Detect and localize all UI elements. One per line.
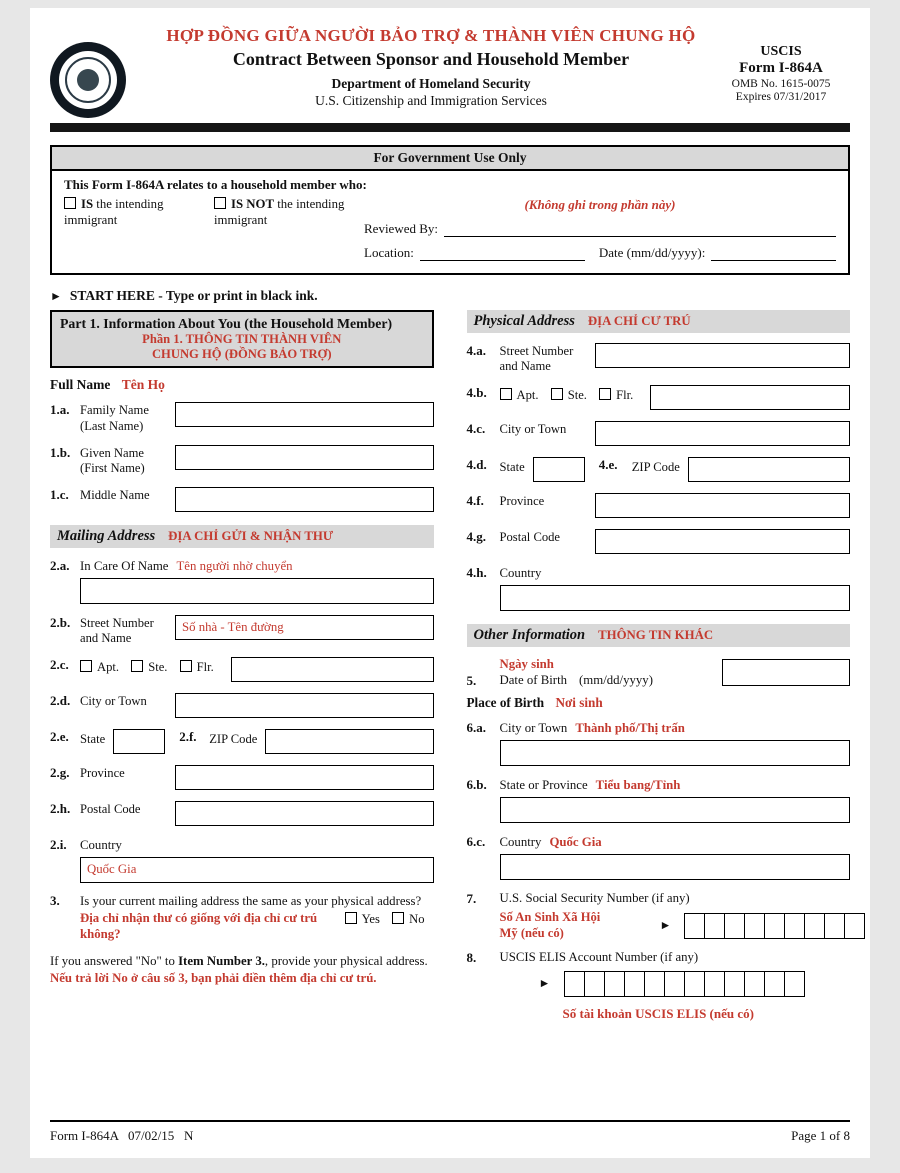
field-2b-label-line2: and Name [80,631,132,645]
field-8-number: 8. [466,949,477,965]
physical-province-input[interactable] [595,493,851,518]
given-name-input[interactable] [175,445,434,470]
field-2d-number: 2.d. [50,693,71,709]
field-8-label-vi: Số tài khoản USCIS ELIS (nếu có) [562,1005,754,1021]
field-7-label: U.S. Social Security Number (if any) [499,891,690,906]
field-6c-label: Country [499,835,542,850]
field-1b-given-name [50,445,434,476]
field-7-vi-line2: Mỹ (nếu có) [499,925,564,940]
elis-box-cell [565,971,585,997]
place-of-birth-label-vi: Nơi sinh [555,695,603,711]
field-4f-number: 4.f. [466,493,484,509]
ssn-box-cell [745,913,765,939]
note-post: , provide your physical address. [264,953,428,968]
field-6c-number: 6.c. [466,834,486,850]
question-3-answer-row [80,910,434,943]
field-4c-label: City or Town [499,422,567,437]
full-name-label-vi: Tên Họ [121,377,165,393]
field-7-input-row [467,910,851,941]
field-6b-birth-state [467,777,851,823]
field-7-ssn [467,891,851,941]
field-4h-label-row [467,565,851,581]
field-1a-label-line1: Family Name [80,403,149,418]
other-information-title-vi: THÔNG TIN KHÁC [598,628,714,643]
ssn-box-cell [685,913,705,939]
is-immigrant-checkbox[interactable] [64,197,76,209]
field-4h-number: 4.h. [466,565,487,581]
elis-box-cell [685,971,705,997]
field-5-label-row [467,673,723,689]
ssn-box-cell [845,913,865,939]
field-5-format: (mm/dd/yyyy) [579,673,653,688]
footer-form-edition: Form I-864A 07/02/15 N [50,1128,194,1143]
location-date-row [364,245,836,261]
physical-unit-number-input[interactable] [650,385,850,410]
start-here-arrow-icon: ► [50,289,62,303]
in-care-of-name-input[interactable] [80,578,434,604]
field-2i-label: Country [80,838,122,853]
field-6a-label: City or Town [499,721,568,736]
physical-apt-checkbox[interactable] [500,388,512,400]
date-label: Date (mm/dd/yyyy): [598,245,706,260]
birth-country-input[interactable] [500,854,851,880]
physical-city-input[interactable] [595,421,851,446]
field-6a-label-row [467,720,851,736]
ssn-box-cell [765,913,785,939]
uscis-label: USCIS [760,44,802,59]
field-7-label-vi [500,910,660,941]
field-4e-label: ZIP Code [631,460,680,475]
ssn-box-cell [825,913,845,939]
family-name-input[interactable] [175,402,434,427]
government-use-box [50,145,850,275]
part1-header [50,310,434,368]
elis-box-cell [605,971,625,997]
field-1c-number: 1.c. [50,486,69,502]
physical-address-title-vi: ĐỊA CHỈ CƯ TRÚ [587,314,691,328]
full-name-label: Full Name [50,377,111,393]
field-2b-label-line1: Street Number [80,615,154,630]
field-4c-number: 4.c. [466,421,486,437]
field-5-labels [467,657,723,689]
date-of-birth-input[interactable] [722,659,850,686]
seal-eagle-emblem [77,69,99,91]
elis-box-cell [665,971,685,997]
ssn-box-cell [725,913,745,939]
place-of-birth-label: Place of Birth [466,695,545,711]
reviewed-by-line[interactable] [444,223,836,237]
field-2b-label [80,615,175,646]
yes-label: Yes [361,911,380,926]
field-6b-label-vi: Tiểu bang/Tỉnh [595,778,681,793]
physical-flr-label: Flr. [616,388,634,403]
place-of-birth-heading [467,695,851,711]
mailing-country-input[interactable]: Quốc Gia [80,857,434,883]
note-bold: Item Number 3. [178,953,265,968]
field-4d-label: State [499,460,525,475]
department-name: Department of Homeland Security [331,76,531,91]
gov-grid [64,197,836,261]
field-4f-label: Province [499,494,545,509]
field-2h-label: Postal Code [80,802,141,817]
header-seal-area [50,18,150,118]
field-4b-number: 4.b. [466,385,487,401]
field-6b-label: State or Province [499,778,588,793]
apt-checkbox[interactable] [80,660,92,672]
mailing-address-title: Mailing Address [57,527,156,544]
field-1b-number: 1.b. [50,444,71,460]
start-here-line [50,288,850,304]
field-2e-2f-state-zip [50,729,434,754]
field-4d-4e-state-zip [467,457,851,482]
question-3-note [50,953,434,986]
option-is-rest: the intending immigrant [64,197,164,227]
field-8-input-row [467,971,851,997]
reviewed-by-label: Reviewed By: [364,221,439,236]
field-5-date-of-birth [467,657,851,689]
header-divider-bar [50,123,850,132]
field-6a-label-vi: Thành phố/Thị trấn [575,721,685,736]
field-1b-label-line2: (First Name) [80,460,145,475]
form-page [30,8,870,1158]
mailing-street-input[interactable]: Số nhà - Tên đường [175,615,434,640]
yes-checkbox[interactable] [345,912,357,924]
field-4a-label-line1: Street Number [499,344,574,358]
field-8-label-row [467,950,851,966]
question-3-text: Is your current mailing address the same as your physical address? [80,894,422,909]
field-2d-label: City or Town [80,694,147,709]
physical-address-title: Physical Address [473,313,575,329]
field-4h-country [467,565,851,611]
option-is-not-intending-immigrant [214,197,364,261]
field-7-number: 7. [466,891,477,907]
field-2h-number: 2.h. [50,801,71,817]
field-2f-label: ZIP Code [209,732,258,747]
elis-box-cell [725,971,745,997]
field-6c-label-row [467,834,851,850]
ste-label: Ste. [148,660,168,675]
ssn-box-cell [785,913,805,939]
physical-zip-input[interactable] [688,457,850,482]
field-2a-label-vi: Tên người nhờ chuyển [176,558,293,573]
field-6b-label-row [467,777,851,793]
birth-city-input[interactable] [500,740,851,766]
gov-checkbox-options [64,197,364,261]
field-4a-number: 4.a. [466,343,486,358]
form-columns [50,310,850,1022]
field-4e-number: 4.e. [598,457,618,473]
field-6c-birth-country [467,834,851,880]
government-use-body [52,171,848,273]
field-6a-birth-city [467,720,851,766]
field-5-label: Date of Birth [499,673,568,688]
elis-box-cell [745,971,765,997]
field-4b-checkboxes [500,385,651,403]
form-title-vietnamese: HỢP ĐỒNG GIỮA NGƯỜI BẢO TRỢ & THÀNH VIÊN CHUNG HỘ [166,26,696,45]
field-1b-label [80,445,175,476]
elis-box-cell [785,971,805,997]
field-5-label-vi: Ngày sinh [499,657,554,672]
header-form-info [712,18,850,103]
ste-checkbox[interactable] [131,660,143,672]
ssn-arrow-icon: ► [659,918,672,933]
footer-page-number: Page 1 of 8 [791,1128,850,1143]
field-4h-label: Country [499,566,542,581]
field-4a-label [500,343,595,374]
note-pre: If you answered "No" to [50,953,179,968]
question-3-text-vi: Địa chỉ nhận thư có giống với địa chỉ cư trú không? [80,910,318,942]
field-4a-street [467,343,851,374]
question-3-number: 3. [50,893,60,909]
agency-name: U.S. Citizenship and Immigration Services [315,93,547,108]
form-title-english: Contract Between Sponsor and Household Member [232,49,630,69]
field-4g-number: 4.g. [466,529,486,545]
gov-review-fields [364,197,836,261]
location-line[interactable] [420,247,585,261]
ssn-box-cell [705,913,725,939]
field-1b-label-line1: Given Name [80,445,144,460]
gov-note-vietnamese: (Không ghi trong phần này) [524,197,676,212]
field-5-number: 5. [466,673,477,689]
ssn-box-cell [805,913,825,939]
option-is-bold: IS [81,197,94,211]
elis-input-boxes[interactable] [564,971,805,997]
field-6c-label-vi: Quốc Gia [549,835,602,850]
mailing-postal-code-input[interactable] [175,801,434,826]
elis-arrow-icon: ► [538,976,551,991]
option-is-intending-immigrant [64,197,214,261]
no-label: No [409,911,425,926]
physical-postal-code-input[interactable] [595,529,851,554]
field-7-vi-line1: Số An Sinh Xã Hội [499,910,601,925]
field-4f-province [467,493,851,518]
header-titles [150,18,712,109]
mailing-address-section-bar [50,525,434,548]
field-2e-number: 2.e. [50,729,69,745]
physical-ste-label: Ste. [567,388,587,403]
flr-checkbox[interactable] [180,660,192,672]
field-4g-postal-code [467,529,851,554]
elis-box-cell [585,971,605,997]
form-number: Form I-864A [739,60,823,76]
elis-box-cell [625,971,645,997]
field-2g-province [50,765,434,790]
field-2e-label: State [80,732,106,747]
part1-title-vi-line1: Phần 1. THÔNG TIN THÀNH VIÊN [142,332,342,347]
right-column [467,310,851,1022]
field-1a-label-line2: (Last Name) [80,418,144,433]
field-2c-number: 2.c. [50,657,69,673]
mailing-zip-input[interactable] [265,729,433,754]
field-2i-country [50,837,434,883]
part1-title-vi-line2: CHUNG HỘ (ĐỒNG BẢO TRỢ) [151,347,332,362]
field-2g-number: 2.g. [50,765,70,781]
physical-street-input[interactable] [595,343,851,368]
option-isnot-rest: the intending immigrant [214,197,345,227]
field-2i-label-row [50,837,434,853]
physical-state-input[interactable] [533,457,585,482]
field-4d-number: 4.d. [466,457,487,473]
question-3-same-address [50,893,434,943]
ssn-input-boxes[interactable] [684,913,865,939]
full-name-heading [50,377,434,393]
field-1c-label: Middle Name [80,487,150,502]
elis-box-cell [645,971,665,997]
field-2c-unit [50,657,434,682]
start-here-text: START HERE - Type or print in black ink. [69,288,318,303]
birth-state-input[interactable] [500,797,851,823]
physical-country-input[interactable] [500,585,851,611]
middle-name-input[interactable] [175,487,434,512]
mailing-province-input[interactable] [175,765,434,790]
apt-label: Apt. [97,660,120,675]
field-2a-in-care-of [50,558,434,604]
field-2i-number: 2.i. [50,837,67,853]
field-4a-label-line2: and Name [499,359,551,374]
yes-no-checkboxes [345,910,434,928]
omb-number: OMB No. 1615-0075 [731,78,831,90]
field-7-label-row [467,891,851,907]
left-column [50,310,434,1022]
other-information-title: Other Information [473,627,586,644]
expiration-date: Expires 07/31/2017 [735,91,827,103]
field-2h-postal-code [50,801,434,826]
field-1a-family-name [50,402,434,433]
field-2c-checkboxes [80,657,231,675]
physical-address-section-bar [467,310,851,333]
location-label: Location: [364,245,414,260]
physical-apt-label: Apt. [516,388,539,403]
elis-box-cell [765,971,785,997]
field-4b-unit [467,385,851,410]
dhs-seal-logo [50,42,126,118]
part1-title: Part 1. Information About You (the Household Member) [60,316,393,331]
mailing-city-input[interactable] [175,693,434,718]
field-2a-number: 2.a. [50,557,70,573]
field-2b-street [50,615,434,646]
mailing-state-input[interactable] [113,729,165,754]
field-8-elis [467,950,851,1022]
field-4g-label: Postal Code [499,530,561,545]
elis-box-cell [705,971,725,997]
field-2d-city [50,693,434,718]
option-isnot-bold: IS NOT [231,197,275,211]
field-2g-label: Province [80,766,125,781]
ssn-box-group [660,913,866,939]
field-8-label: USCIS ELIS Account Number (if any) [499,949,699,964]
field-1a-number: 1.a. [50,402,70,418]
field-6a-number: 6.a. [466,720,486,736]
date-line[interactable] [711,247,836,261]
physical-flr-checkbox[interactable] [599,388,611,400]
field-2a-label: In Care Of Name [80,558,169,573]
no-checkbox[interactable] [392,912,404,924]
other-information-section-bar [467,624,851,647]
page-footer [50,1120,850,1144]
field-6b-number: 6.b. [466,777,487,793]
field-1a-label [80,402,175,433]
field-1c-middle-name [50,487,434,512]
flr-label: Flr. [196,660,214,675]
government-use-title: For Government Use Only [52,147,848,171]
field-2a-label-row [50,558,434,574]
form-header [50,18,850,118]
mailing-unit-number-input[interactable] [231,657,434,682]
field-2f-number: 2.f. [179,729,197,745]
is-not-immigrant-checkbox[interactable] [214,197,226,209]
reviewed-by-row [364,221,836,237]
physical-ste-checkbox[interactable] [551,388,563,400]
note-vi: Nếu trả lời No ở câu số 3, bạn phải điền thêm địa chỉ cư trú. [50,970,377,985]
field-4c-city [467,421,851,446]
mailing-address-title-vi: ĐỊA CHỈ GỬI & NHẬN THƯ [168,528,334,543]
gov-intro-text: This Form I-864A relates to a household member who: [64,177,367,192]
question-3-body [80,893,434,943]
field-2b-number: 2.b. [50,614,71,630]
